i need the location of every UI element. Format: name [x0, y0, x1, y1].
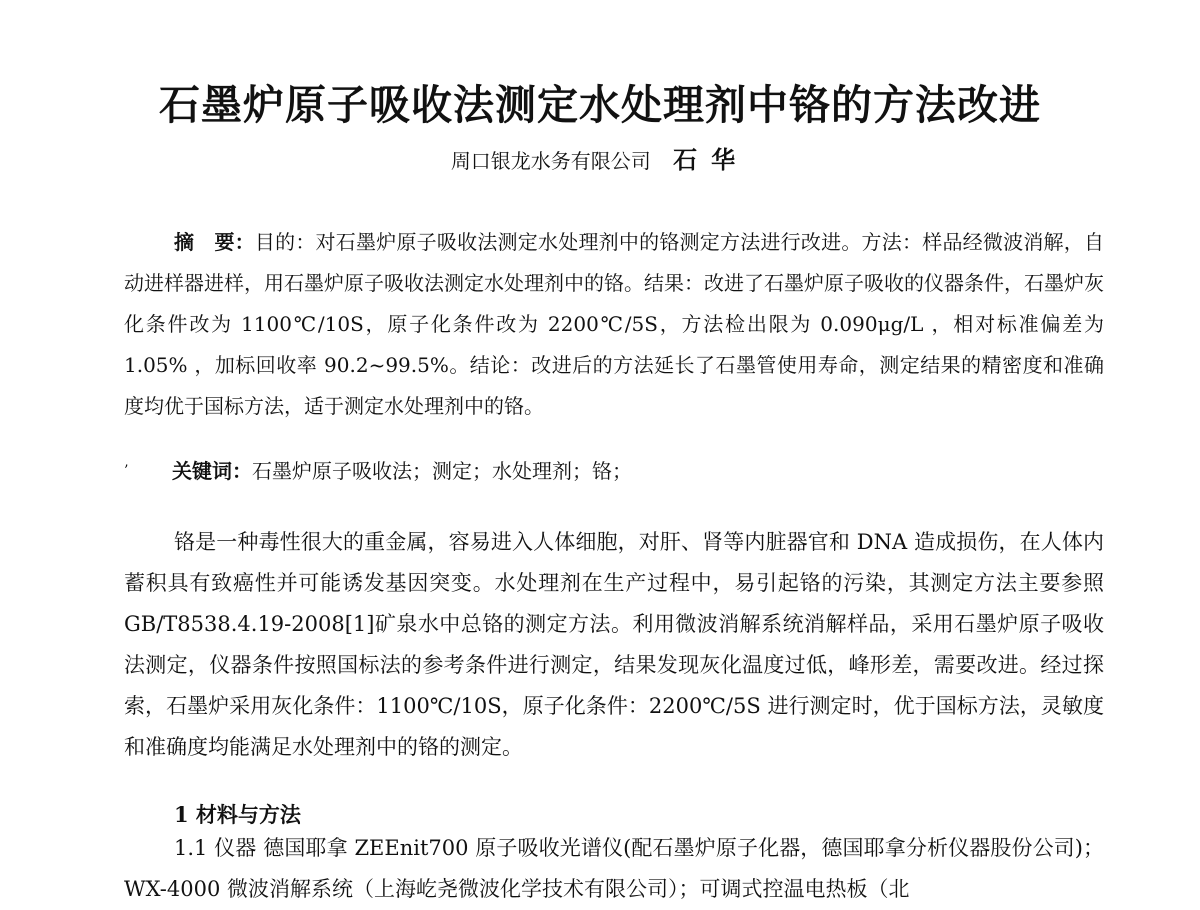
margin-mark-icon: ’ — [124, 463, 129, 479]
author-name: 石华 — [673, 145, 750, 174]
abstract — [124, 222, 1104, 427]
keywords-text: 石墨炉原子吸收法；测定；水处理剂；铬； — [252, 459, 632, 483]
keywords — [124, 452, 1104, 490]
subsection-text: 德国耶拿 ZEEnit700 原子吸收光谱仪(配石墨炉原子化器，德国耶拿分析仪器股份公司)；WX-4000 微波消解系统（上海屹尧微波化学技术有限公司）；可调式控温电热板（北 — [124, 836, 1104, 901]
keywords-label: 关键词： — [172, 459, 252, 483]
abstract-text: 目的：对石墨炉原子吸收法测定水处理剂中的铬测定方法进行改进。方法：样品经微波消解，自动进样器进样，用石墨炉原子吸收法测定水处理剂中的铬。结果：改进了石墨炉原子吸收的仪器条件，石墨炉灰化条件改为 1100℃/10S，原子化条件改为 2200℃/5S，方法检出限为 0.090μg/L ，相对标准偏差为 1.05% ，加标回收率 90.2~99.5%。结论：改进后的方法延长了石墨管使用寿命，测定结果的精密度和准确度均优于国标方法，适于测定水处理剂中的铬。 — [124, 230, 1105, 418]
introduction-paragraph: 铬是一种毒性很大的重金属，容易进入人体细胞，对肝、肾等内脏器官和 DNA 造成损伤，在人体内蓄积具有致癌性并可能诱发基因突变。水处理剂在生产过程中，易引起铬的污染，其测定方法主要参照 GB/T8538.4.19-2008[1]矿泉水中总铬的测定方法。利用微波消解系统消解样品，采用石墨炉原子吸收法测定，仪器条件按照国标法的参考条件进行测定，结果发现灰化温度过低，峰形差，需要改进。经过探索，石墨炉采用灰化条件：1100℃/10S，原子化条件：2200℃/5S 进行测定时，优于国标方法，灵敏度和准确度均能满足水处理剂中的铬的测定。 — [124, 530, 1104, 759]
subsection-label: 1.1 仪器 — [174, 836, 257, 860]
affiliation: 周口银龙水务有限公司 — [450, 149, 651, 173]
subsection-paragraph — [124, 828, 1104, 910]
abstract-label: 摘 要： — [174, 230, 255, 254]
section-heading: 1 材料与方法 — [174, 802, 301, 827]
byline — [0, 140, 1200, 175]
paper-title: 石墨炉原子吸收法测定水处理剂中铬的方法改进 — [159, 81, 1041, 129]
